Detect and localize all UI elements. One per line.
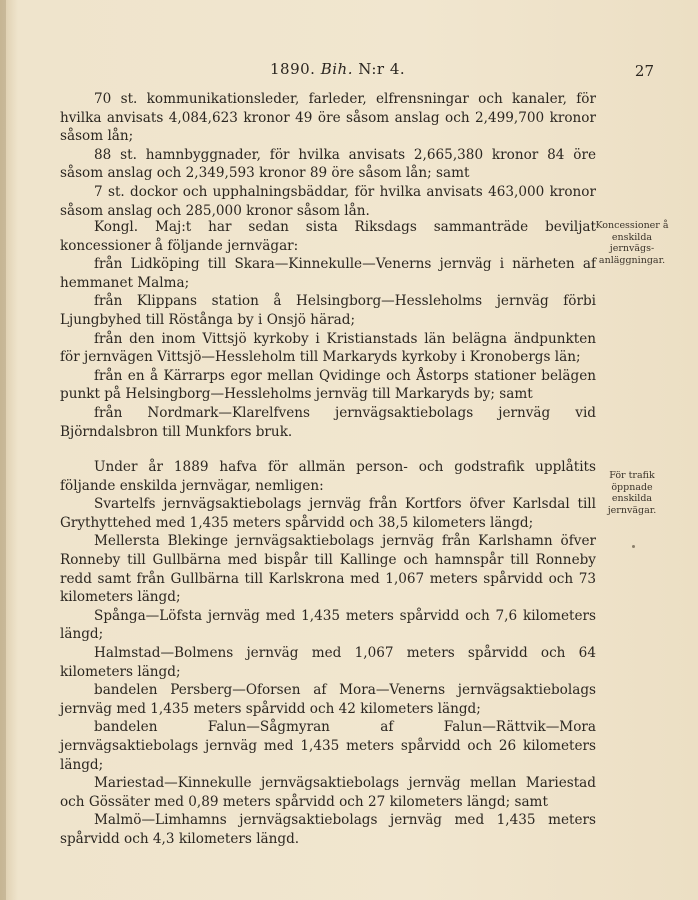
paragraph: från den inom Vittsjö kyrkoby i Kristianstads län belägna ändpunkten för jernvägen Vittsjö—Hessleholm till Markaryds kyrkoby i Kronobergs län;	[60, 330, 596, 366]
paragraph: Mariestad—Kinnekulle jernvägsaktiebolags jernväg mellan Mariestad och Gössäter med 0,89 meters spårvidd och 27 kilometers längd; samt	[60, 775, 596, 810]
paragraph: Under år 1889 hafva för allmän person- och godstrafik upplåtits följande enskilda jernvägar, nemligen:	[60, 459, 596, 494]
paragraph: Svartelfs jernvägsaktiebolags jernväg från Kortfors öfver Karlsdal till Grythyttehed med 1,435 meters spårvidd och 38,5 kilometers längd;	[60, 496, 596, 531]
paragraph: 70 st. kommunikationsleder, farleder, elfrensningar och kanaler, för hvilka anvisats 4,084,623 kronor 49 öre såsom anslag och 2,499,700 kronor såsom lån;	[60, 91, 596, 145]
section-opened-railways	[60, 458, 596, 848]
page-number: 27	[634, 62, 654, 80]
paragraph: från Lidköping till Skara—Kinnekulle—Venerns jernväg i närheten af hemmanet Malma;	[60, 256, 596, 291]
paragraph: bandelen Persberg—Oforsen af Mora—Venerns jernvägsaktiebolags jernväg med 1,435 meters spårvidd och 42 kilometers längd;	[60, 682, 596, 717]
paragraph: 7 st. dockor och upphalningsbäddar, för hvilka anvisats 463,000 kronor såsom anslag och 285,000 kronor såsom lån.	[60, 183, 596, 219]
section-harbour-works	[60, 90, 596, 220]
paragraph: Halmstad—Bolmens jernväg med 1,067 meters spårvidd och 64 kilometers längd;	[60, 644, 596, 680]
header-year: 1890.	[270, 60, 316, 78]
section-concessions	[60, 218, 596, 441]
paragraph: från en å Kärrarps egor mellan Qvidinge och Åstorps stationer belägen punkt på Helsingborg—Hessleholms jernväg till Markaryds by; samt	[60, 367, 596, 403]
running-head	[270, 60, 405, 78]
paragraph: Spånga—Löfsta jernväg med 1,435 meters spårvidd och 7,6 kilometers längd;	[60, 607, 596, 643]
margin-note-concessions: Koncessioner å enskilda jernvägs-anläggningar.	[595, 220, 669, 266]
header-series: N:r 4.	[358, 60, 406, 78]
paragraph: 88 st. hamnbyggnader, för hvilka anvisats 2,665,380 kronor 84 öre såsom anslag och 2,349,593 kronor 89 öre såsom lån; samt	[60, 146, 596, 182]
binding-edge	[0, 0, 6, 900]
paragraph: Mellersta Blekinge jernvägsaktiebolags jernväg från Karlshamn öfver Ronneby till Gullbärna med bispår till Kallinge och hamnspår till Ronneby redd samt från Gullbärna till Karlskrona med 1,067 meters spårvidd och 73 kilometers längd;	[60, 533, 596, 606]
header-bih: Bih.	[320, 60, 353, 78]
paragraph: Malmö—Limhamns jernvägsaktiebolags jernväg med 1,435 meters spårvidd och 4,3 kilometers längd.	[60, 812, 596, 847]
margin-note-opened-railways: För trafik öppnade enskilda jernvägar.	[607, 470, 657, 516]
paragraph: från Nordmark—Klarelfvens jernvägsaktiebolags jernväg vid Björndalsbron till Munkfors bruk.	[60, 404, 596, 440]
paragraph: från Klippans station å Helsingborg—Hessleholms jernväg förbi Ljungbyhed till Röstånga by i Onsjö härad;	[60, 293, 596, 328]
paragraph: Kongl. Maj:t har sedan sista Riksdags sammanträde beviljat koncessioner å följande jernvägar:	[60, 219, 596, 254]
paper-speck	[632, 545, 635, 548]
page-header	[0, 58, 698, 82]
paragraph: bandelen Falun—Sågmyran af Falun—Rättvik—Mora jernvägsaktiebolags jernväg med 1,435 meters spårvidd och 26 kilometers längd;	[60, 719, 596, 773]
